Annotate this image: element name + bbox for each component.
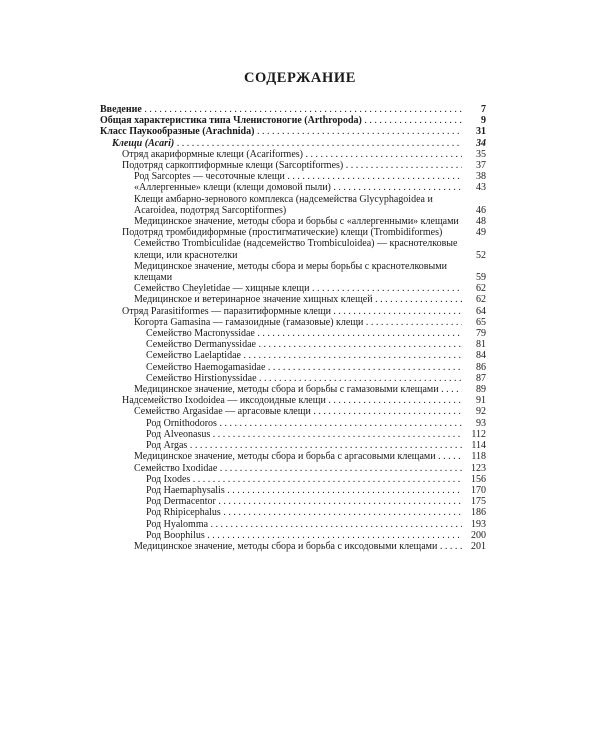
toc-entry-text: Род Argas . . .: [146, 440, 486, 451]
toc-entry-text: Общая характеристика типа Членистоногие (Arthropoda) . . .: [100, 115, 486, 126]
toc-entry[interactable]: [100, 149, 486, 160]
toc-entry-text: Медицинское значение, методы сбора и борьбы с гамазовыми клещами . . .: [134, 384, 486, 395]
toc-entry-text: Семейство Haemogamasidae . . .: [146, 362, 486, 373]
toc-entry-text: Надсемейство Ixodoidea — иксодоидные клещи . . .: [122, 395, 486, 406]
toc-entry-page: 62: [462, 294, 486, 305]
toc-entry[interactable]: [100, 485, 486, 496]
toc-entry-page: 123: [462, 463, 486, 474]
toc-entry[interactable]: [100, 406, 486, 417]
toc-entry-text: Отряд акариформные клещи (Acariformes) . . .: [122, 149, 486, 160]
toc-entry-page: 112: [462, 429, 486, 440]
toc-entry-page: 92: [462, 406, 486, 417]
toc-entry-page: 118: [462, 451, 486, 462]
toc-entry-text: Род Haemaphysalis . . .: [146, 485, 486, 496]
toc-entry-page: 201: [462, 541, 486, 552]
toc-entry-text: Медицинское значение, методы сбора и борьба с аргасовыми клещами . . .: [134, 451, 486, 462]
toc-entry-page: 9: [462, 115, 486, 126]
toc-entry[interactable]: [100, 496, 486, 507]
toc-entry-text: Род Ixodes . . .: [146, 474, 486, 485]
toc-entry[interactable]: [100, 115, 486, 126]
toc-entry[interactable]: [100, 362, 486, 373]
toc-entry[interactable]: [100, 317, 486, 328]
toc-entry-page: 186: [462, 507, 486, 518]
toc-entry-text: Введение . . .: [100, 104, 486, 115]
toc-entry-text: Род Boophilus . . .: [146, 530, 486, 541]
toc-entry[interactable]: [100, 519, 486, 530]
toc-entry-page: 64: [462, 306, 486, 317]
toc-entry-text: Клещи амбарно-зернового комплекса (надсемейства Glycyphagoidea и Acaroidea, подотряд Sarcoptiformes): [134, 193, 433, 216]
toc-entry-text: Семейство Cheyletidae — хищные клещи . . .: [134, 283, 486, 294]
toc-entry-page: 34: [462, 138, 486, 149]
toc-entry-text: Подотряд тромбидиформные (простигматические) клещи (Trombidiformes): [122, 227, 443, 239]
toc-entry-text: Отряд Parasitiformes — паразитиформные клещи . . .: [122, 306, 486, 317]
toc-entry[interactable]: [100, 451, 486, 462]
toc-entry[interactable]: [100, 104, 486, 115]
toc-entry-text: Род Alveonasus . . .: [146, 429, 486, 440]
toc-entry-text: Клещи (Acari) . . .: [112, 138, 486, 149]
toc-entry-page: 62: [462, 283, 486, 294]
toc-entry[interactable]: [100, 238, 486, 260]
toc-entry-text: Семейство Hirstionyssidae . . .: [146, 373, 486, 384]
toc-entry-page: 37: [462, 160, 486, 171]
toc-entry-text: Семейство Laelaptidae . . .: [146, 350, 486, 361]
toc-entry[interactable]: [100, 507, 486, 518]
toc-entry[interactable]: [100, 171, 486, 182]
toc-entry-page: 200: [462, 530, 486, 541]
toc-entry-text: Медицинское значение, методы сбора и борьбы с «аллергенными» клещами: [134, 216, 459, 228]
toc-entry-page: 81: [462, 339, 486, 350]
toc-entry-page: 193: [462, 519, 486, 530]
toc-entry[interactable]: [100, 306, 486, 317]
toc-entry[interactable]: [100, 440, 486, 451]
toc-entry[interactable]: [100, 350, 486, 361]
toc-entry-page: 49: [462, 227, 486, 238]
toc-entry-page: 46: [462, 205, 486, 216]
toc-entry[interactable]: [100, 384, 486, 395]
toc-entry-text: Семейство Macronyssidae . . .: [146, 328, 486, 339]
toc-entry-page: 38: [462, 171, 486, 182]
toc-entry-text: Род Dermacentor . . .: [146, 496, 486, 507]
toc-entry-text: Семейство Trombiculidae (надсемейство Trombiculoidea) — краснотелковые клещи, или краснотелки: [134, 238, 458, 261]
toc-entry[interactable]: [100, 530, 486, 541]
toc-entry[interactable]: [100, 463, 486, 474]
toc-entry[interactable]: [100, 294, 486, 305]
toc-entry-text: Род Ornithodoros . . .: [146, 418, 486, 429]
toc-entry-page: 91: [462, 395, 486, 406]
toc-entry-page: 170: [462, 485, 486, 496]
toc-entry[interactable]: [100, 194, 486, 216]
toc-entry[interactable]: [100, 182, 486, 193]
toc-entry-text: Семейство Dermanyssidae . . .: [146, 339, 486, 350]
toc-entry[interactable]: [100, 126, 486, 137]
toc-entry[interactable]: [100, 474, 486, 485]
toc-entry-text: Род Sarcoptes — чесоточные клещи . . .: [134, 171, 486, 182]
toc-entry-page: 89: [462, 384, 486, 395]
toc-entry[interactable]: [100, 160, 486, 171]
toc-entry-page: 84: [462, 350, 486, 361]
toc-entry-text: Семейство Ixodidae . . .: [134, 463, 486, 474]
toc-entry[interactable]: [100, 541, 486, 552]
toc-entry[interactable]: [100, 418, 486, 429]
toc-entry-text: Медицинское и ветеринарное значение хищных клещей . . .: [134, 294, 486, 305]
toc-entry[interactable]: [100, 138, 486, 149]
toc-entry-text: Подотряд саркоптиформные клещи (Sarcoptiformes) . . .: [122, 160, 486, 171]
toc-entry[interactable]: [100, 261, 486, 283]
toc-entry-page: 79: [462, 328, 486, 339]
toc-entry[interactable]: [100, 216, 486, 227]
toc-entry-page: 114: [462, 440, 486, 451]
toc-entry-text: Когорта Gamasina — гамазоидные (гамазовые) клещи . . .: [134, 317, 486, 328]
toc-entry-text: Род Rhipicephalus . . .: [146, 507, 486, 518]
toc-entry[interactable]: [100, 227, 486, 238]
toc-entry[interactable]: [100, 373, 486, 384]
toc-entry-page: 65: [462, 317, 486, 328]
toc-entry-page: 35: [462, 149, 486, 160]
toc-entry[interactable]: [100, 328, 486, 339]
table-of-contents: [100, 104, 486, 552]
toc-entry-text: Семейство Argasidae — аргасовые клещи . . .: [134, 406, 486, 417]
toc-entry-page: 48: [462, 216, 486, 227]
toc-entry[interactable]: [100, 283, 486, 294]
toc-entry-page: 86: [462, 362, 486, 373]
toc-entry-text: «Аллергенные» клещи (клещи домовой пыли) . . .: [134, 182, 486, 193]
toc-entry[interactable]: [100, 429, 486, 440]
toc-entry-page: 7: [462, 104, 486, 115]
toc-entry-page: 43: [462, 182, 486, 193]
toc-entry-page: 156: [462, 474, 486, 485]
toc-entry-text: Класс Паукообразные (Arachnida) . . .: [100, 126, 486, 137]
toc-entry-page: 52: [462, 250, 486, 261]
toc-entry-text: Медицинское значение, методы сбора и меры борьбы с краснотелковыми клещами: [134, 260, 447, 284]
toc-entry-page: 93: [462, 418, 486, 429]
toc-entry-page: 175: [462, 496, 486, 507]
toc-entry[interactable]: [100, 339, 486, 350]
toc-entry-text: Род Hyalomma . . .: [146, 519, 486, 530]
toc-entry[interactable]: [100, 395, 486, 406]
contents-title: СОДЕРЖАНИЕ: [243, 70, 357, 86]
toc-entry-page: 87: [462, 373, 486, 384]
toc-entry-text: Медицинское значение, методы сбора и борьба с иксодовыми клещами . . .: [134, 541, 486, 552]
toc-entry-page: 31: [462, 126, 486, 137]
toc-entry-page: 59: [462, 272, 486, 283]
